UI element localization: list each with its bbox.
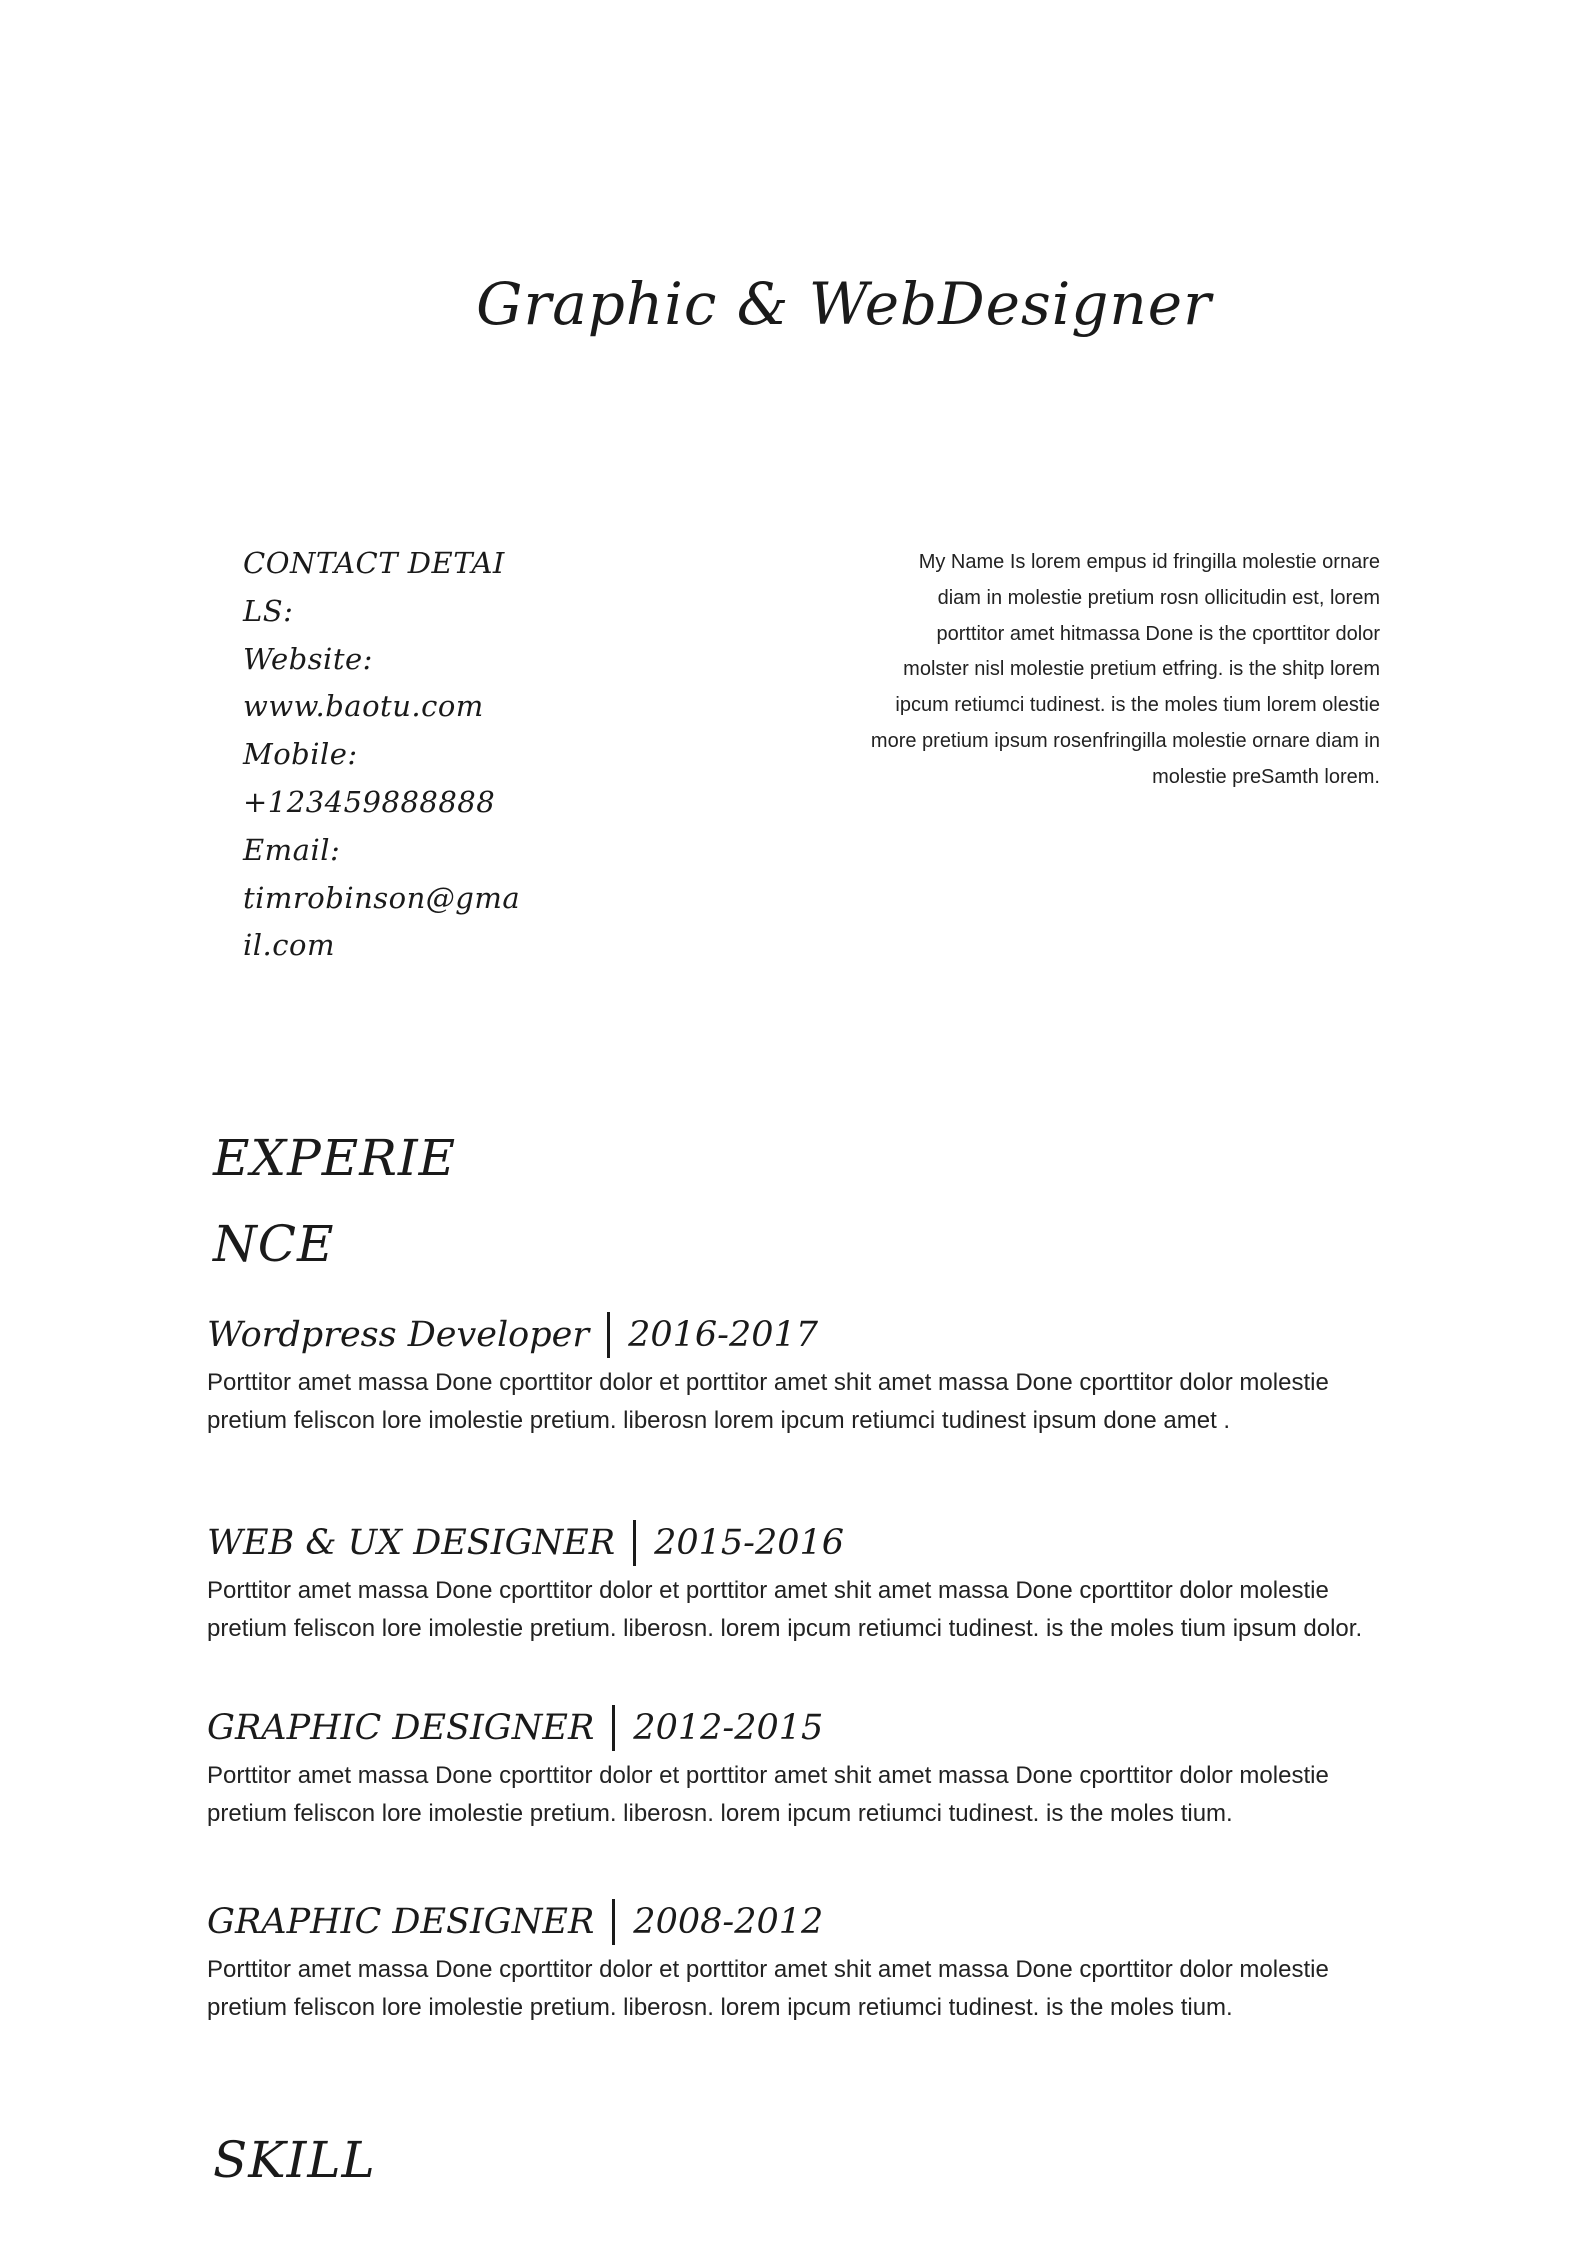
title-divider xyxy=(612,1705,615,1751)
job-entry xyxy=(207,1310,1407,1440)
website-value: www.baotu.com xyxy=(243,689,484,724)
title-divider xyxy=(607,1312,610,1358)
job-years: 2016-2017 xyxy=(628,1315,819,1355)
about-text: My Name Is lorem empus id fringilla molestie ornare diam in molestie pretium rosn ollicitudin est, lorem porttitor amet hitmassa Done is the cporttitor dolor molster nisl molestie pretium etfring. is the shitp lorem ipcum retiumci tudinest. is the moles tium lorem olestie more pretium ipsum rosenfringilla molestie ornare diam in molestie preSamth lorem. xyxy=(870,551,1380,788)
job-title: GRAPHIC DESIGNER xyxy=(207,1902,595,1942)
job-title-row xyxy=(207,1310,1407,1360)
contact-details xyxy=(243,540,523,970)
title-divider xyxy=(612,1899,615,1945)
job-description: Porttitor amet massa Done cporttitor dolor et porttitor amet shit amet massa Done cporttitor dolor molestie pretium feliscon lore imolestie pretium. liberosn. lorem ipcum retiumci tudinest. is the moles tium. xyxy=(207,1956,1329,2021)
job-description: Porttitor amet massa Done cporttitor dolor et porttitor amet shit amet massa Done cporttitor dolor molestie pretium feliscon lore imolestie pretium. liberosn. lorem ipcum retiumci tudinest. is the moles tium. xyxy=(207,1762,1329,1827)
job-title: WEB & UX DESIGNER xyxy=(207,1523,616,1563)
mobile-label: Mobile: xyxy=(243,737,358,772)
title-divider xyxy=(633,1520,636,1566)
contact-heading: CONTACT DETAILS: xyxy=(243,546,505,628)
website-label: Website: xyxy=(243,641,373,676)
page-title: Graphic & WebDesigner xyxy=(476,270,1212,338)
job-years: 2015-2016 xyxy=(654,1523,845,1563)
job-title: GRAPHIC DESIGNER xyxy=(207,1708,595,1748)
job-years: 2012-2015 xyxy=(633,1708,824,1748)
experience-heading: EXPERIENCE xyxy=(213,1129,457,1273)
job-entry xyxy=(207,1897,1407,2027)
job-entry xyxy=(207,1518,1407,1648)
job-title-row xyxy=(207,1518,1407,1568)
job-years: 2008-2012 xyxy=(633,1902,824,1942)
job-title: Wordpress Developer xyxy=(207,1315,590,1355)
email-value: timrobinson@gmail.com xyxy=(243,880,521,963)
job-description: Porttitor amet massa Done cporttitor dolor et porttitor amet shit amet massa Done cporttitor dolor molestie pretium feliscon lore imolestie pretium. liberosn. lorem ipcum retiumci tudinest. is the moles tium ipsum dolor. xyxy=(207,1577,1363,1642)
job-title-row xyxy=(207,1703,1407,1753)
job-description: Porttitor amet massa Done cporttitor dolor et porttitor amet shit amet massa Done cporttitor dolor molestie pretium feliscon lore imolestie pretium. liberosn lorem ipcum retiumci tudinest ipsum done amet . xyxy=(207,1369,1329,1434)
mobile-value: +123459888888 xyxy=(243,784,496,819)
job-entry xyxy=(207,1703,1407,1833)
email-label: Email: xyxy=(243,832,341,867)
skill-heading: SKILL xyxy=(213,2131,376,2189)
job-title-row xyxy=(207,1897,1407,1947)
